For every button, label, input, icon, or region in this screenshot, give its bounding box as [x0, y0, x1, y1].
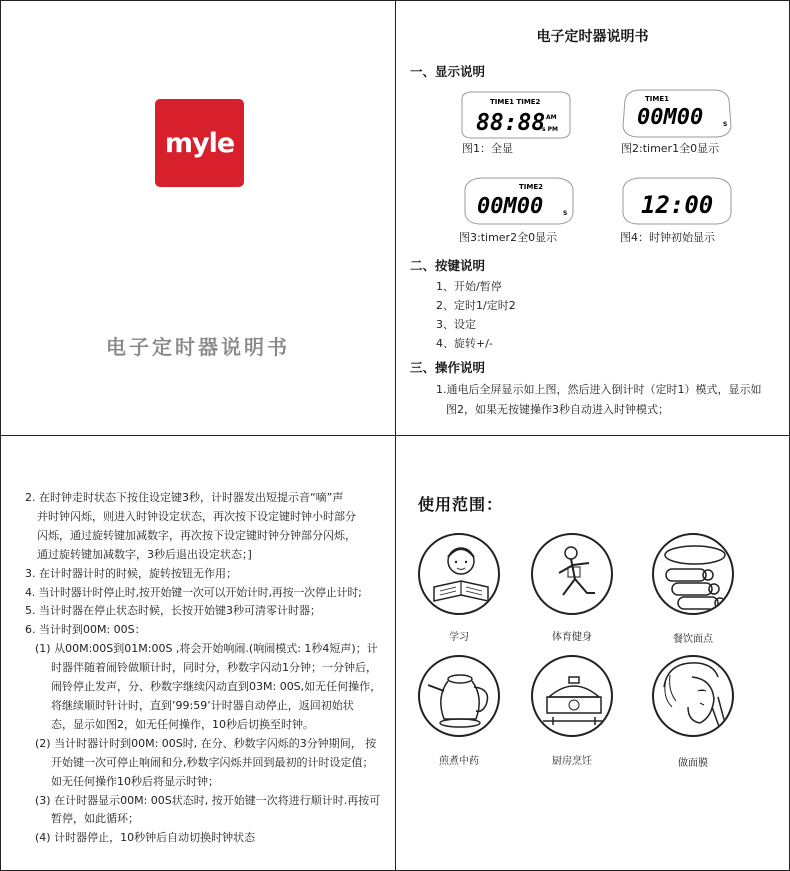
key-item: 4、旋转+/-	[436, 337, 493, 350]
facial-mask-icon	[652, 655, 734, 737]
instruction-item-2	[25, 489, 385, 565]
fitness-icon	[531, 533, 613, 615]
lcd2-s: S	[723, 121, 728, 128]
lcd-timer1-display	[617, 86, 737, 141]
section-display-heading: 一、显示说明	[410, 64, 486, 79]
text-line: 态，显示如图2，如无任何操作，10秒后切换至时钟。	[51, 717, 314, 731]
usage-panel	[395, 435, 790, 871]
cover-panel	[0, 0, 396, 436]
text-line: 将继续顺时针计时，直到’99:59’计时器自动停止，返回初始状	[51, 698, 354, 712]
lcd1-am: AM	[546, 114, 557, 121]
sub-item-2	[25, 735, 385, 792]
lcd1-main: 88:88	[476, 110, 546, 136]
lcd1-top: TIME1 TIME2	[490, 98, 541, 106]
section-keys-heading: 二、按键说明	[410, 258, 486, 273]
manual-panel	[395, 0, 790, 436]
caption-fig3: 图3:timer2全0显示	[459, 231, 558, 244]
text-line: (2) 当计时器计时到00M: 00S时, 在分、秒数字闪烁的3分钟期间， 按	[35, 736, 377, 750]
study-icon	[418, 533, 500, 615]
usage-label-cooking: 厨房烹饪	[552, 756, 592, 767]
text-line: 闪烁，通过旋转键加减数字，再次按下设定键时钟分钟部分闪烁，	[37, 528, 356, 542]
lcd-clock-display	[617, 173, 737, 229]
usage-label-mask: 做面膜	[678, 758, 708, 769]
caption-fig1: 图1：全显	[462, 142, 513, 155]
usage-label-baking: 餐饮面点	[673, 634, 713, 645]
lcd2-main: 00M00	[637, 105, 704, 130]
usage-heading: 使用范围：	[418, 495, 504, 514]
text-line: (1) 从00M:00S到01M:00S ,将会开始响闹.(响闹模式: 1秒4短声)；计	[35, 642, 378, 656]
baking-icon	[652, 533, 734, 615]
text-line: 暂停，如此循环；	[51, 812, 139, 826]
usage-label-study: 学习	[449, 632, 469, 643]
text-line: (3) 在计时器显示00M: 00S状态时, 按开始键一次将进行顺计时.再按可	[35, 793, 381, 807]
op-line: 1.通电后全屏显示如上图，然后进入倒计时（定时1）模式，显示如	[436, 383, 762, 396]
caption-fig4: 图4：时钟初始显示	[620, 231, 715, 244]
text-line: 开始键一次可停止响闹和分,秒数字闪烁并回到最初的计时设定值；	[51, 755, 374, 769]
sub-item-1	[25, 640, 385, 735]
section-ops-heading: 三、操作说明	[410, 360, 486, 375]
caption-fig2: 图2:timer1全0显示	[621, 142, 720, 155]
myle-logo	[155, 99, 244, 187]
sub-item-3	[25, 792, 385, 830]
key-item: 2、定时1/定时2	[436, 299, 516, 312]
text-line: 闹铃停止发声，分、秒数字继续闪动直到03M: 00S,如无任何操作，	[51, 680, 382, 694]
instructions-text	[25, 489, 385, 848]
herbal-pot-icon	[418, 655, 500, 737]
instruction-item-5: 5. 当计时器在停止状态时候，长按开始键3秒可清零计时器；	[25, 604, 321, 618]
usage-label-fitness: 体育健身	[552, 632, 592, 643]
cover-title: 电子定时器说明书	[106, 335, 290, 359]
lcd3-s: S	[563, 210, 568, 217]
text-line: 并时钟闪烁，则进入时钟设定状态，再次按下设定键时钟小时部分	[37, 509, 356, 523]
lcd3-top: TIME2	[519, 183, 543, 191]
sub-item-4: (4) 计时器停止，10秒钟后自动切换时钟状态	[35, 831, 256, 845]
op-line: 图2，如果无按键操作3秒自动进入时钟模式；	[446, 403, 669, 416]
cooking-pot-icon	[531, 655, 613, 737]
text-line: 通过旋转键加减数字，3秒后退出设定状态；]	[37, 547, 252, 561]
lcd2-top: TIME1	[645, 95, 669, 103]
text-line: 如无任何操作10秒后将显示时钟；	[51, 774, 219, 788]
key-item: 1、开始/暂停	[436, 280, 502, 293]
instructions-panel	[0, 435, 396, 871]
lcd-full-display	[458, 89, 574, 141]
lcd1-pm: s PM	[542, 126, 559, 133]
instruction-item-6: 6. 当计时到00M: 00S：	[25, 623, 146, 637]
text-line: 2. 在时钟走时状态下按住设定键3秒，计时器发出短提示音“嘀”声	[25, 491, 344, 504]
logo-text: myle	[164, 127, 235, 159]
op-step-1	[436, 380, 781, 420]
manual-title: 电子定时器说明书	[536, 29, 649, 45]
lcd4-main: 12:00	[641, 191, 714, 219]
text-line: 时器伴随着闹铃做顺计时，同时分，秒数字闪动1分钟；一分钟后，	[51, 661, 377, 675]
instruction-item-3: 3. 在计时器计时的时候，旋转按钮无作用；	[25, 566, 237, 580]
instruction-item-4: 4. 当计时器计时停止时,按开始键一次可以开始计时,再按一次停止计时;	[25, 585, 362, 599]
lcd-timer2-display	[459, 173, 579, 229]
key-item: 3、设定	[436, 318, 476, 331]
lcd3-main: 00M00	[477, 194, 544, 219]
usage-label-herbal: 煎煮中药	[439, 756, 479, 767]
